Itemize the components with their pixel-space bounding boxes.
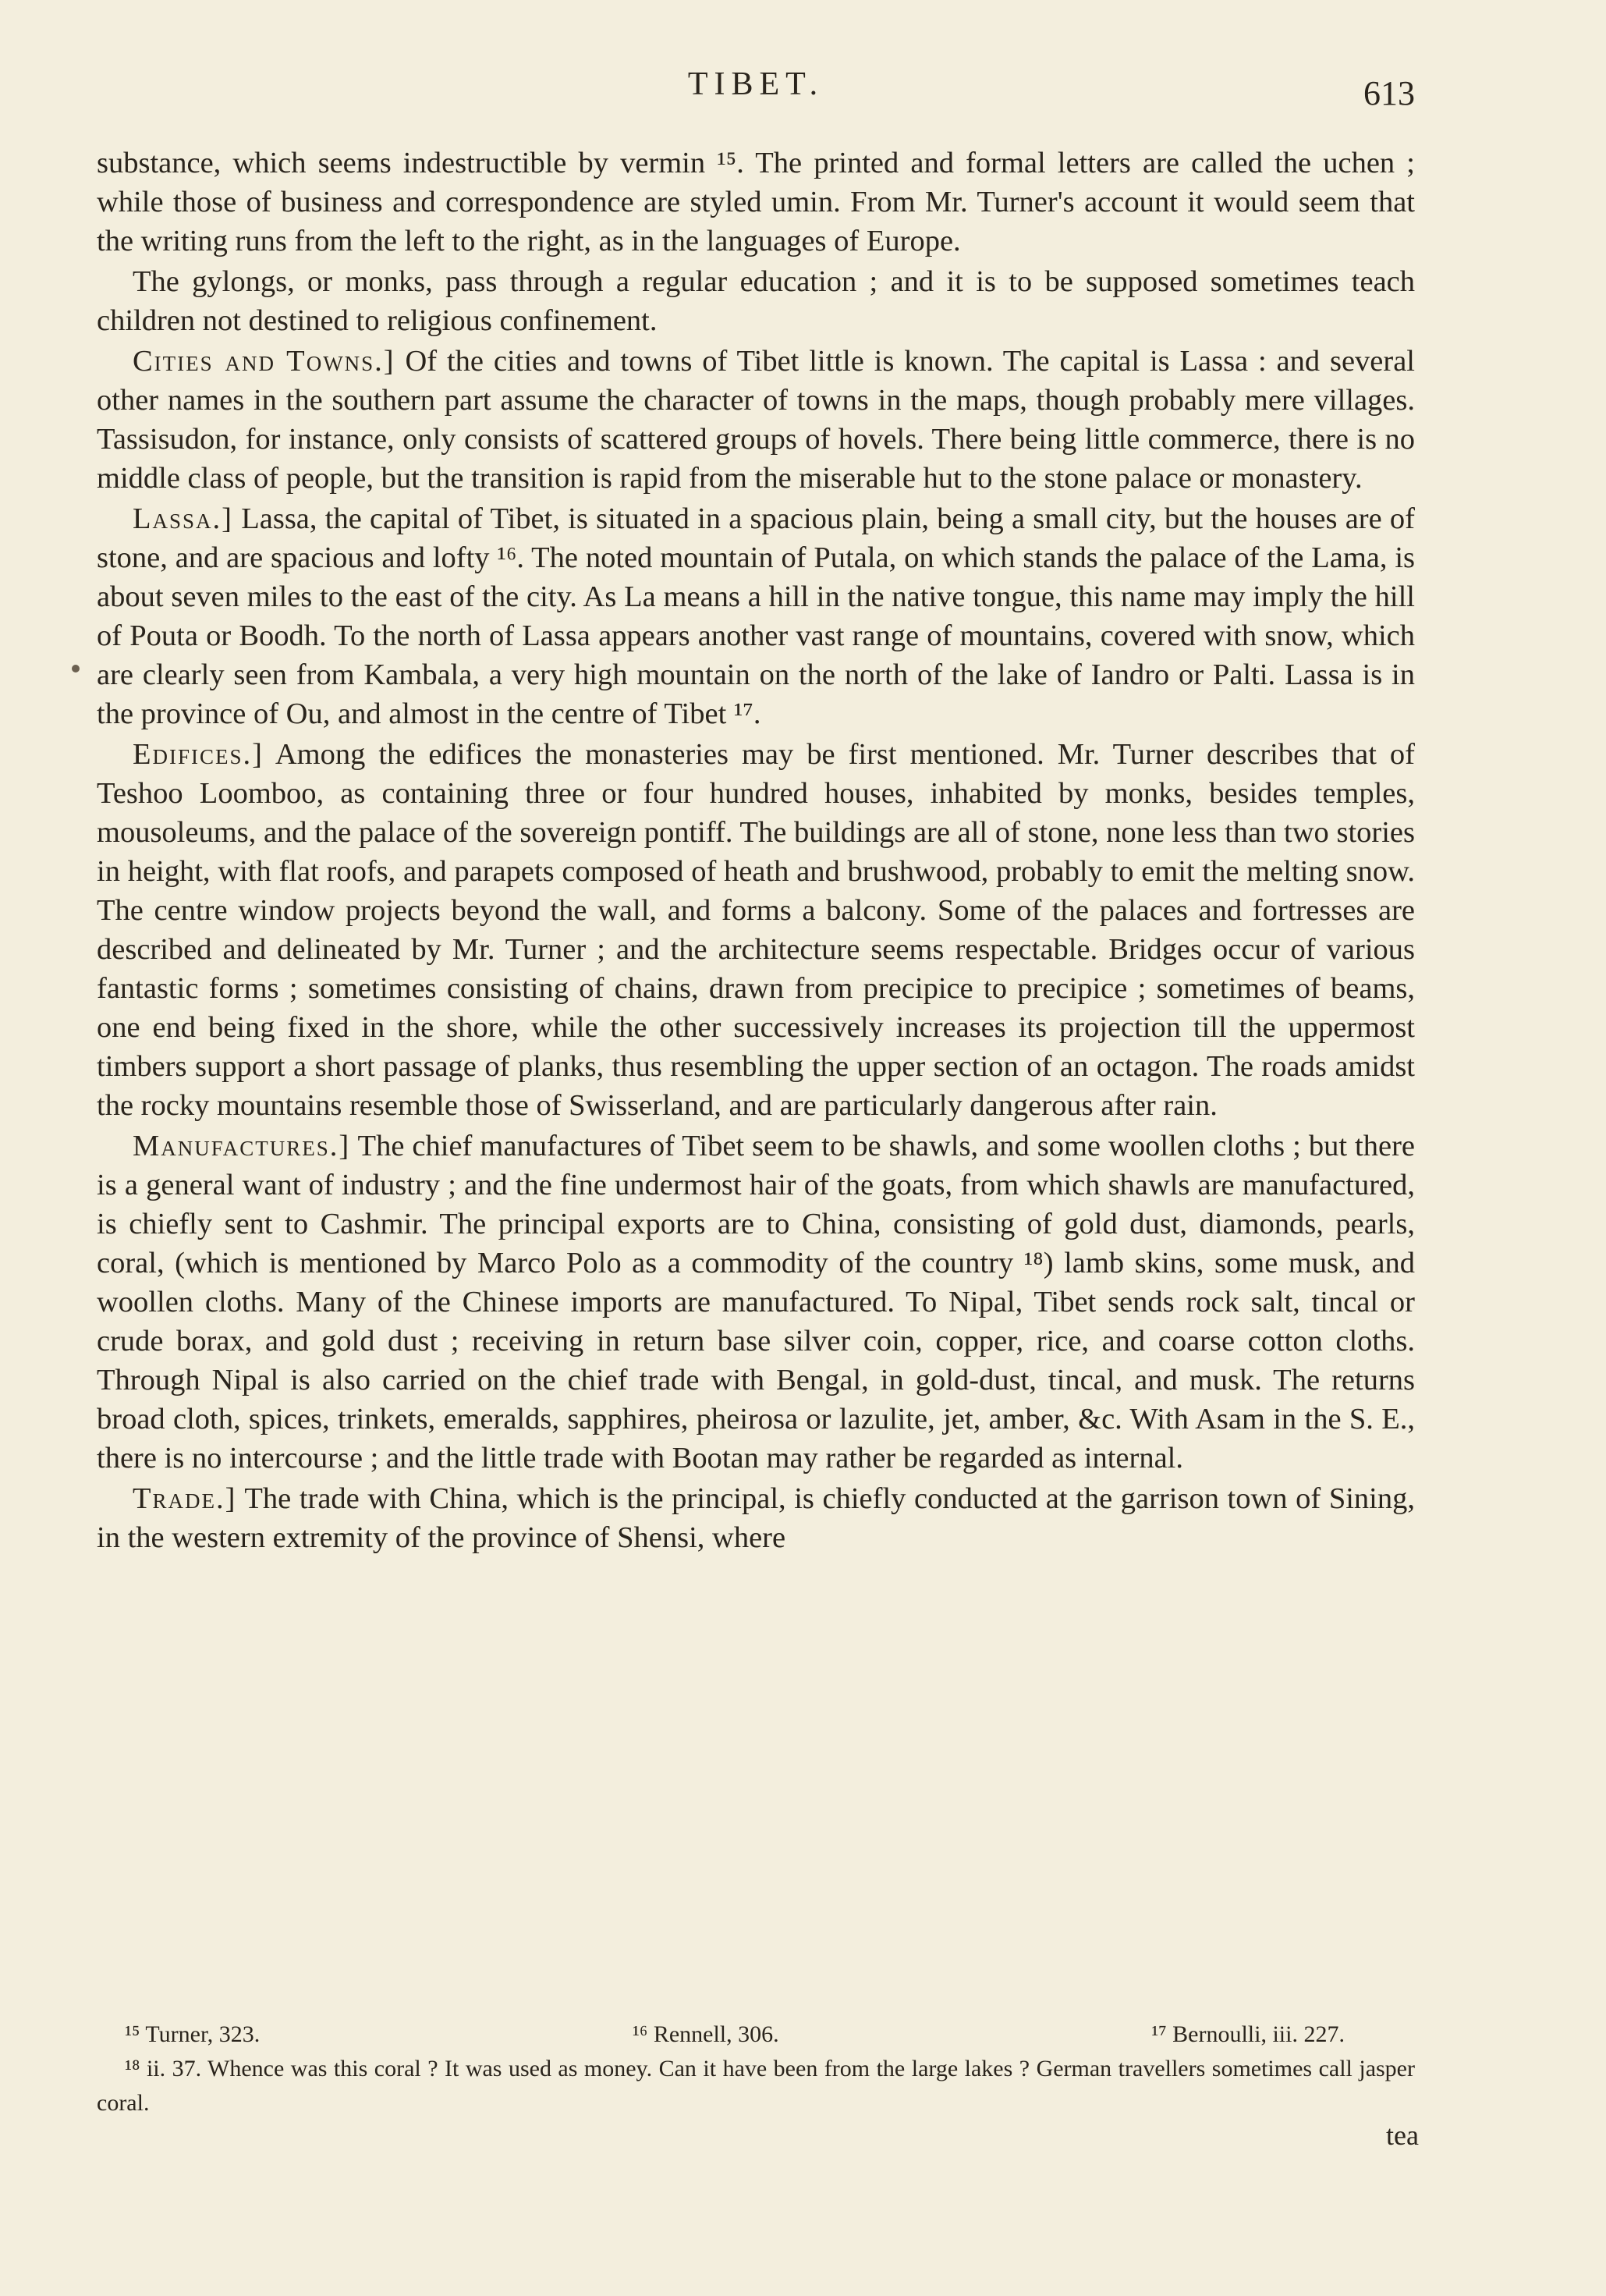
paragraph-gylongs xyxy=(97,262,1415,340)
paragraph-text: The trade with China, which is the principal, is chiefly conducted at the garrison town of Sining, in the western extremity of the province of Shensi, where xyxy=(97,1482,1415,1554)
paragraph-text: substance, which seems indestructible by vermin ¹⁵. The printed and formal letters are called the uchen ; while those of business and correspondence are styled umin. From Mr. Turner's account it would seem that the writing runs from the left to the right, as in the languages of Europe. xyxy=(97,147,1415,257)
running-header xyxy=(97,66,1415,120)
footnote-17: ¹⁷ Bernoulli, iii. 227. xyxy=(1151,2021,1345,2047)
paragraph-text: Of the cities and towns of Tibet little is known. The capital is Lassa : and several other names in the southern part assume the character of towns in the maps, though probably mere villages. Tassisudon, for instance, only consists of scattered groups of hovels. There being little commerce, there is no middle class of people, but the transition is rapid from the miserable hut to the stone palace or monastery. xyxy=(97,345,1415,495)
running-title: TIBET. xyxy=(687,66,824,102)
paragraph-text: Lassa, the capital of Tibet, is situated in a spacious plain, being a small city, but the houses are of stone, and are spacious and lofty ¹⁶. The noted mountain of Putala, on which stands the palace of the Lama, is about seven miles to the east of the city. As La means a hill in the native tongue, this name may imply the hill of Pouta or Boodh. To the north of Lassa appears another vast range of mountains, covered with snow, which are clearly seen from Kambala, a very high mountain on the north of the lake of Iandro or Palti. Lassa is in the province of Ou, and almost in the centre of Tibet ¹⁷. xyxy=(97,502,1416,730)
paragraph-text: The gylongs, or monks, pass through a regular education ; and it is to be supposed sometimes teach children not destined to religious confinement. xyxy=(97,265,1415,337)
body-text xyxy=(97,144,1415,1559)
footnote-16: ¹⁶ Rennell, 306. xyxy=(632,2021,779,2047)
paragraph-lassa xyxy=(97,499,1415,733)
paragraph-edifices xyxy=(97,735,1415,1125)
paragraph-heading: Lassa.] xyxy=(133,502,233,535)
paragraph-manufactures xyxy=(97,1127,1415,1478)
paragraph-heading: Cities and Towns.] xyxy=(133,345,395,378)
paragraph-heading: Manufactures.] xyxy=(133,1130,351,1162)
paragraph-cities-and-towns xyxy=(97,342,1415,498)
paragraph-text: Among the edifices the monasteries may be first mentioned. Mr. Turner describes that of Teshoo Loomboo, as containing three or four hundred houses, inhabited by monks, besides temples, mousoleums, and the palace of the sovereign pontiff. The buildings are all of stone, none less than two stories in height, with flat roofs, and parapets composed of heath and brushwood, probably to emit the melting snow. The centre window projects beyond the wall, and forms a balcony. Some of the palaces and fortresses are described and delineated by Mr. Turner ; and the architecture seems respectable. Bridges occur of various fantastic forms ; sometimes consisting of chains, drawn from precipice to precipice ; sometimes of beams, one end being fixed in the shore, while the other successively increases its projection till the uppermost timbers support a short passage of planks, thus resembling the upper section of an octagon. The roads amidst the rocky mountains resemble those of Swisserland, and are particularly dangerous after rain. xyxy=(97,738,1415,1122)
margin-mark xyxy=(72,665,80,672)
footnote-18: ¹⁸ ii. 37. Whence was this coral ? It was used as money. Can it have been from the large lakes ? German travellers sometimes call jasper coral. xyxy=(97,2056,1415,2116)
paragraph-heading: Trade.] xyxy=(133,1482,237,1515)
paragraph-text: The chief manufactures of Tibet seem to be shawls, and some woollen cloths ; but there is a general want of industry ; and the fine undermost hair of the goats, from which shawls are manufactured, is chiefly sent to Cashmir. The principal exports are to China, consisting of gold dust, diamonds, pearls, coral, (which is mentioned by Marco Polo as a commodity of the country ¹⁸) lamb skins, some musk, and woollen cloths. Many of the Chinese imports are manufactured. To Nipal, Tibet sends rock salt, tincal or crude borax, and gold dust ; receiving in return base silver coin, copper, rice, and coarse cotton cloths. Through Nipal is also carried on the chief trade with Bengal, in gold-dust, tincal, and musk. The returns broad cloth, spices, trinkets, emeralds, sapphires, pheirosa or lazulite, jet, amber, &c. With Asam in the S. E., there is no intercourse ; and the little trade with Bootan may rather be regarded as internal. xyxy=(97,1130,1415,1474)
paragraph-heading: Edifices.] xyxy=(133,738,264,771)
footnote-15: ¹⁵ Turner, 323. xyxy=(125,2021,261,2047)
page-number: 613 xyxy=(1363,74,1415,112)
footnotes xyxy=(97,2017,1415,2120)
footnote-row xyxy=(97,2017,1415,2052)
paragraph-trade xyxy=(97,1479,1415,1557)
paragraph-substance xyxy=(97,144,1415,261)
catchword: tea xyxy=(1386,2120,1419,2151)
